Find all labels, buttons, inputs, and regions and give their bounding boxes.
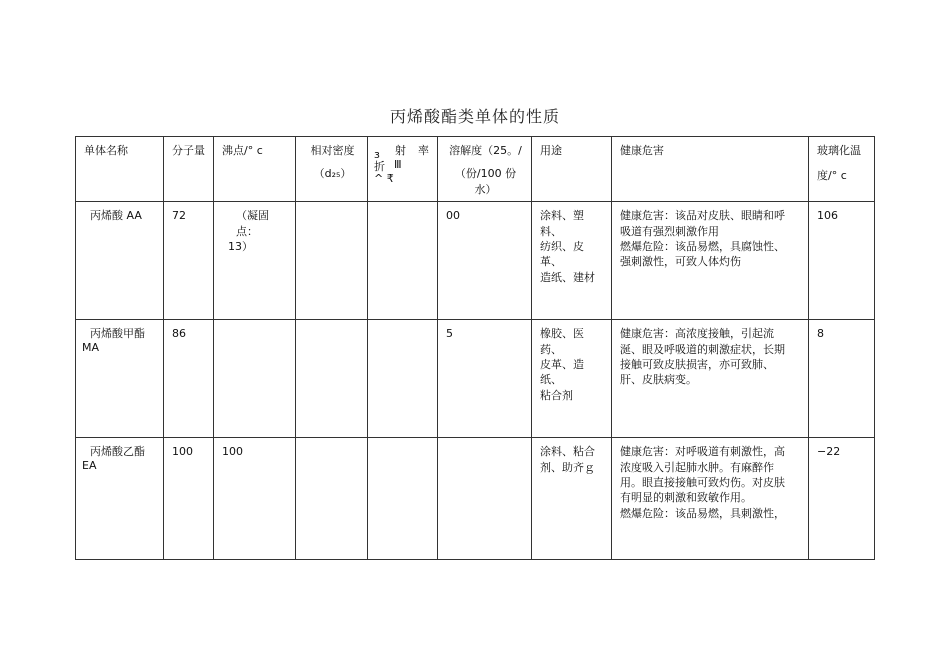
- page-title: 丙烯酸酯类单体的性质: [389, 107, 560, 126]
- row-ma-tg: 8: [809, 320, 875, 438]
- properties-table: [75, 136, 875, 560]
- header-mw: 分子量: [164, 137, 214, 202]
- row-ma-mw: 86: [164, 320, 214, 438]
- row-ma-use: [532, 320, 612, 438]
- header-tg-line2: 度/° c: [817, 169, 847, 183]
- row-ea-name-line1: 丙烯酸乙酯: [90, 445, 145, 459]
- table-row: [76, 320, 875, 438]
- row-ma-hazard-line: 肝、皮肤病变。: [620, 373, 697, 387]
- row-ma-hazard-line: 接触可致皮肤损害，亦可致肺、: [620, 357, 774, 371]
- row-ea-hazard-line: 浓度吸入引起肺水肿。有麻醉作: [620, 460, 774, 474]
- row-ea-name-line2: EA: [82, 458, 97, 472]
- row-aa-solubility: 00: [438, 202, 532, 320]
- row-ma-use-line: 皮革、造纸、: [540, 357, 584, 387]
- row-aa-hazard-line: 燃爆危险：该品易燃，具腐蚀性、: [620, 239, 785, 253]
- row-aa-use-line: 造纸、建材: [540, 270, 595, 284]
- header-tg-line1: 玻璃化温: [817, 144, 861, 157]
- row-ma-solubility: 5: [438, 320, 532, 438]
- header-name: 单体名称: [76, 137, 164, 202]
- header-refr-c: 率: [418, 144, 429, 157]
- row-ea-use: [532, 438, 612, 560]
- row-ea-mw: 100: [164, 438, 214, 560]
- header-refr-b: 射: [395, 144, 406, 157]
- row-ea-hazard-line: 用。眼直接接触可致灼伤。对皮肤: [620, 475, 785, 489]
- row-aa-tg: 106: [809, 202, 875, 320]
- header-refr-d: 折: [374, 160, 385, 173]
- header-refractive-index: [368, 137, 438, 202]
- header-bp: 沸点/° c: [214, 137, 296, 202]
- row-ma-hazard-line: 涎、眼及呼吸道的刺激症状，长期: [620, 342, 785, 356]
- row-ea-bp: 100: [214, 438, 296, 560]
- row-aa-name: 丙烯酸 AA: [76, 202, 164, 320]
- row-ea-hazard: [612, 438, 809, 560]
- row-aa-density: [296, 202, 368, 320]
- row-ma-density: [296, 320, 368, 438]
- row-aa-use-line: 涂料、塑料、: [540, 209, 584, 238]
- row-ea-tg: −22: [809, 438, 875, 560]
- row-aa-refr: [368, 202, 438, 320]
- row-ma-hazard: [612, 320, 809, 438]
- header-density-line2: （d₂₅）: [313, 167, 352, 181]
- row-ma-bp: [214, 320, 296, 438]
- header-refr-e: Ⅲ: [394, 158, 402, 171]
- row-aa-hazard-line: 健康危害：该品对皮肤、眼睛和呼: [620, 209, 785, 223]
- row-aa-use-line: 纺织、皮革、: [540, 239, 584, 269]
- row-aa-hazard-line: 吸道有强烈刺激作用: [620, 224, 719, 238]
- row-aa-hazard: [612, 202, 809, 320]
- header-solubility-line1: 溶解度（25。/: [449, 144, 522, 157]
- row-ea-name: [76, 438, 164, 560]
- table-row: [76, 202, 875, 320]
- header-refr-a: ɜ: [374, 148, 380, 161]
- row-aa-bp-line2: 13）: [228, 239, 253, 253]
- header-refr-f: ^ ₹: [374, 172, 394, 185]
- row-ea-density: [296, 438, 368, 560]
- row-ma-name-line1: 丙烯酸甲酯: [90, 327, 145, 341]
- header-tg: [809, 137, 875, 202]
- table-row: [76, 438, 875, 560]
- header-use: 用途: [532, 137, 612, 202]
- header-density-line1: 相对密度: [310, 144, 355, 157]
- row-ma-hazard-line: 健康危害：高浓度接触，引起流: [620, 327, 774, 341]
- header-density: [296, 137, 368, 202]
- row-ma-refr: [368, 320, 438, 438]
- row-ea-refr: [368, 438, 438, 560]
- header-hazard: 健康危害: [612, 137, 809, 202]
- row-ea-hazard-line: 健康危害：对呼吸道有刺激性，高: [620, 445, 785, 459]
- table-header-row: [76, 137, 875, 202]
- header-solubility-line2: （份/100 份: [454, 167, 517, 181]
- row-ea-hazard-line: 燃爆危险：该品易燃，具刺激性，: [620, 506, 785, 520]
- row-aa-mw: 72: [164, 202, 214, 320]
- row-ma-use-line: 粘合剂: [540, 388, 573, 402]
- row-aa-bp: [214, 202, 296, 320]
- row-ea-solubility: [438, 438, 532, 560]
- row-aa-hazard-line: 强刺激性，可致人体灼伤: [620, 255, 741, 269]
- row-ma-name-line2: MA: [82, 340, 100, 354]
- row-aa-bp-line1: （凝固点：: [236, 209, 269, 238]
- header-solubility-line3: 水）: [474, 182, 497, 196]
- row-ea-use-line: 剂、助齐ｇ: [540, 460, 595, 474]
- row-aa-use: [532, 202, 612, 320]
- header-solubility: [438, 137, 532, 202]
- row-ma-name: [76, 320, 164, 438]
- row-ea-use-line: 涂料、粘合: [540, 445, 595, 459]
- row-ea-hazard-line: 有明显的刺激和致敏作用。: [620, 491, 752, 505]
- row-ma-use-line: 橡胶、医药、: [540, 327, 584, 356]
